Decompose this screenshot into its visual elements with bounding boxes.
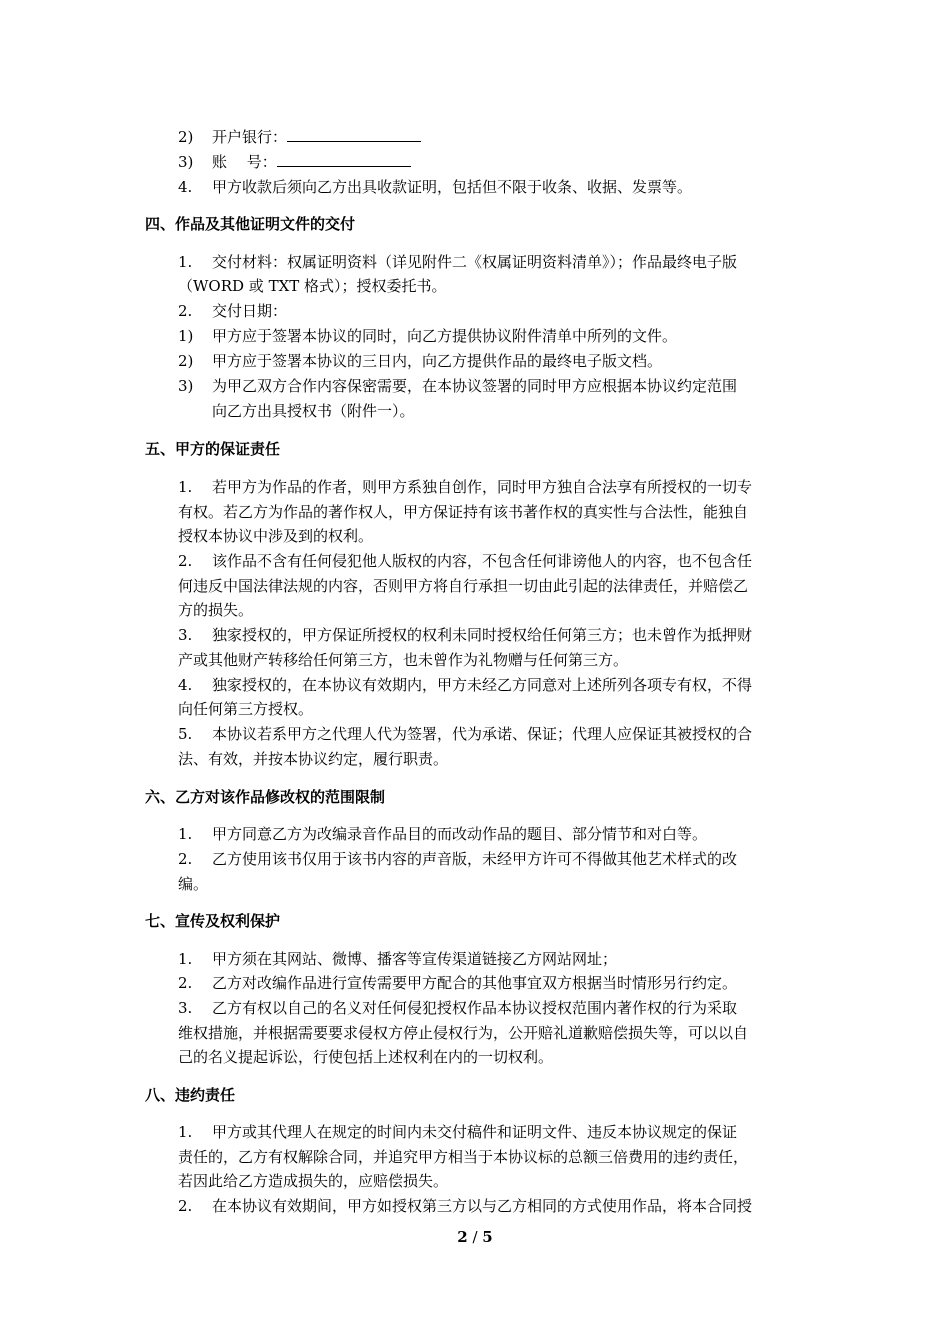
item-text: 该作品不含有任何侵犯他人版权的内容，不包含任何诽谤他人的内容，也不包含任 [212, 552, 753, 570]
list-item [178, 376, 737, 396]
item-text: 乙方有权以自己的名义对任何侵犯授权作品本协议授权范围内著作权的行为采取 [212, 999, 738, 1017]
list-item [178, 177, 692, 197]
bank-label: 开户银行： [212, 128, 288, 146]
list-number: 1. [178, 950, 193, 968]
account-blank-field[interactable] [277, 152, 411, 167]
list-number: 3) [178, 377, 194, 395]
section-heading: 五、甲方的保证责任 [145, 440, 281, 458]
item-text: 责任的，乙方有权解除合同，并追究甲方相当于本协议标的总额三倍费用的违约责任， [178, 1148, 749, 1166]
section-heading: 四、作品及其他证明文件的交付 [145, 215, 356, 233]
account-line [178, 152, 411, 172]
list-number: 2. [178, 1197, 193, 1215]
list-number: 2) [178, 352, 194, 370]
list-item [178, 326, 677, 346]
list-item [178, 949, 617, 969]
list-number: 1. [178, 478, 193, 496]
total-pages: 5 [482, 1228, 493, 1246]
list-number: 2. [178, 850, 193, 868]
item-text: 向乙方出具授权书（附件一）。 [212, 402, 415, 420]
list-number: 4. [178, 178, 193, 196]
list-item [178, 625, 752, 645]
item-text: 在本协议有效期间，甲方如授权第三方以与乙方相同的方式使用作品，将本合同授 [212, 1197, 753, 1215]
item-text: （WORD 或 TXT 格式）；授权委托书。 [178, 277, 447, 295]
item-text: 独家授权的，在本协议有效期内，甲方未经乙方同意对上述所列各项专有权，不得 [212, 676, 753, 694]
list-item [178, 301, 287, 321]
item-text: 甲方应于签署本协议的同时，向乙方提供协议附件清单中所列的文件。 [212, 327, 678, 345]
item-text: 何违反中国法律法规的内容，否则甲方将自行承担一切由此引起的法律责任，并赔偿乙 [178, 577, 749, 595]
item-text: 有权。若乙方为作品的著作权人，甲方保证持有该书著作权的真实性与合法性，能独自 [178, 503, 749, 521]
list-item [178, 551, 752, 571]
list-item [178, 724, 752, 744]
bank-line [178, 127, 421, 147]
section-heading: 八、违约责任 [145, 1086, 236, 1104]
item-text: 本协议若系甲方之代理人代为签署，代为承诺、保证；代理人应保证其被授权的合 [212, 725, 753, 743]
list-number: 3. [178, 626, 193, 644]
section-heading: 六、乙方对该作品修改权的范围限制 [145, 788, 386, 806]
page-number [0, 1228, 950, 1246]
account-label: 账 号： [212, 153, 277, 171]
list-item [178, 252, 737, 272]
item-text: 交付日期： [212, 302, 288, 320]
list-number: 2) [178, 128, 194, 146]
list-number: 1. [178, 253, 193, 271]
list-item [178, 1196, 752, 1216]
list-number: 2. [178, 302, 193, 320]
list-number: 3. [178, 999, 193, 1017]
item-text: 方的损失。 [178, 601, 254, 619]
list-item [178, 351, 662, 371]
list-number: 1) [178, 327, 194, 345]
item-text: 乙方使用该书仅用于该书内容的声音版，未经甲方许可不得做其他艺术样式的改 [212, 850, 738, 868]
item-text: 编。 [178, 875, 209, 893]
item-text: 甲方同意乙方为改编录音作品目的而改动作品的题目、部分情节和对白等。 [212, 825, 708, 843]
list-item [178, 973, 737, 993]
item-text: 向任何第三方授权。 [178, 700, 314, 718]
item-text: 独家授权的，甲方保证所授权的权利未同时授权给任何第三方；也未曾作为抵押财 [212, 626, 753, 644]
item-text: 产或其他财产转移给任何第三方，也未曾作为礼物赠与任何第三方。 [178, 651, 629, 669]
item-text: 甲方收款后须向乙方出具收款证明，包括但不限于收条、收据、发票等。 [212, 178, 693, 196]
list-number: 2. [178, 552, 193, 570]
list-item [178, 824, 707, 844]
list-number: 2. [178, 974, 193, 992]
item-text: 为甲乙双方合作内容保密需要，在本协议签署的同时甲方应根据本协议约定范围 [212, 377, 738, 395]
list-item [178, 849, 737, 869]
list-number: 1. [178, 825, 193, 843]
bank-blank-field[interactable] [287, 127, 421, 142]
item-text: 甲方须在其网站、微博、播客等宣传渠道链接乙方网站网址； [212, 950, 618, 968]
item-text: 维权措施，并根据需要要求侵权方停止侵权行为，公开赔礼道歉赔偿损失等，可以以自 [178, 1024, 749, 1042]
list-number: 1. [178, 1123, 193, 1141]
page-separator: / [467, 1228, 483, 1246]
list-item [178, 675, 752, 695]
list-number: 3) [178, 153, 194, 171]
item-text: 法、有效，并按本协议约定，履行职责。 [178, 750, 449, 768]
list-item [178, 477, 752, 497]
item-text: 授权本协议中涉及到的权利。 [178, 527, 374, 545]
item-text: 己的名义提起诉讼，行使包括上述权利在内的一切权利。 [178, 1048, 554, 1066]
list-item [178, 998, 737, 1018]
item-text: 若因此给乙方造成损失的，应赔偿损失。 [178, 1172, 449, 1190]
list-number: 5. [178, 725, 193, 743]
current-page: 2 [457, 1228, 468, 1246]
item-text: 甲方应于签署本协议的三日内，向乙方提供作品的最终电子版文档。 [212, 352, 663, 370]
section-heading: 七、宣传及权利保护 [145, 912, 281, 930]
list-item [178, 1122, 737, 1142]
list-number: 4. [178, 676, 193, 694]
item-text: 若甲方为作品的作者，则甲方系独自创作，同时甲方独自合法享有所授权的一切专 [212, 478, 753, 496]
item-text: 交付材料：权属证明资料（详见附件二《权属证明资料清单》）；作品最终电子版 [212, 253, 738, 271]
item-text: 甲方或其代理人在规定的时间内未交付稿件和证明文件、违反本协议规定的保证 [212, 1123, 738, 1141]
item-text: 乙方对改编作品进行宣传需要甲方配合的其他事宜双方根据当时情形另行约定。 [212, 974, 738, 992]
